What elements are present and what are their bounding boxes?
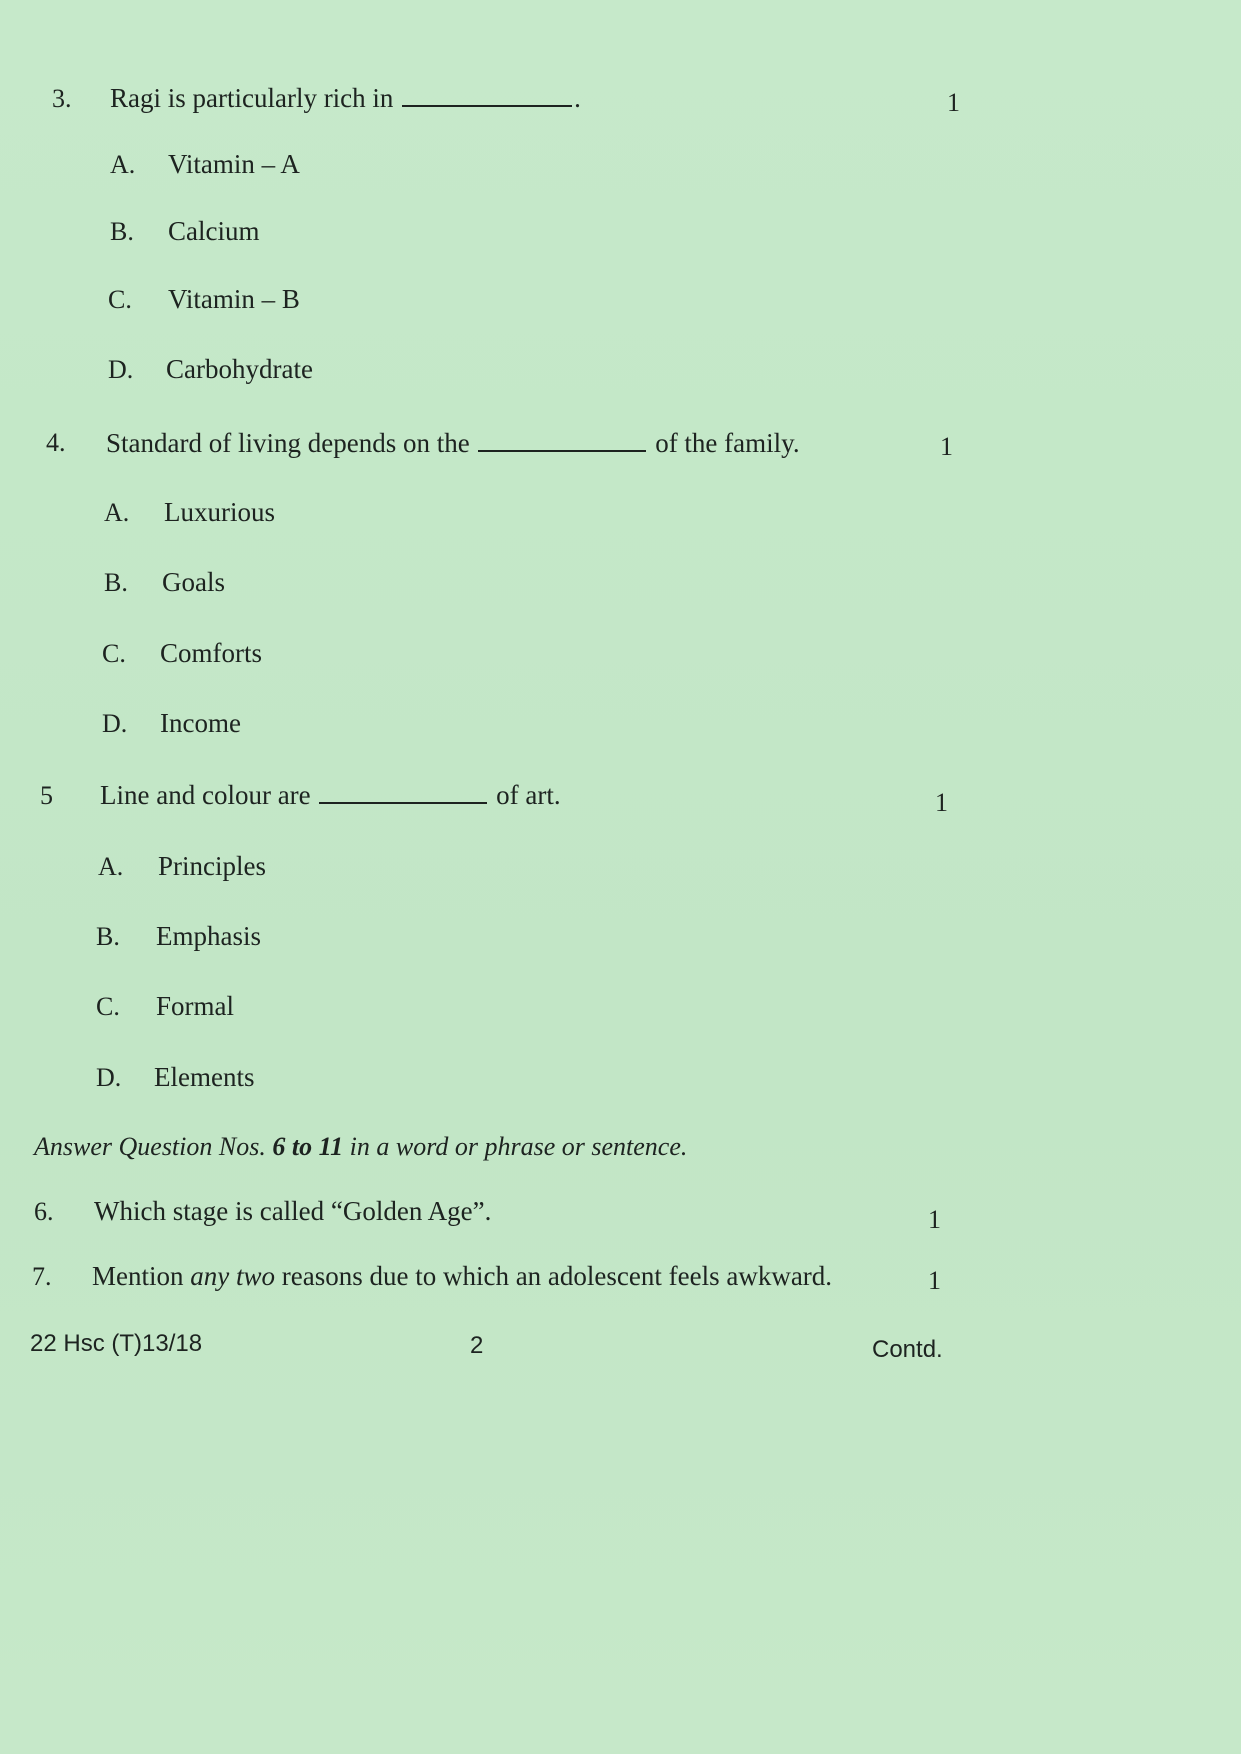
question-prefix: Ragi is particularly rich in	[110, 83, 394, 113]
option-letter: B.	[104, 568, 128, 597]
question-suffix: of art.	[496, 780, 561, 810]
page-number: 2	[470, 1332, 484, 1359]
question-text	[100, 780, 561, 811]
option-letter: A.	[104, 498, 130, 527]
question-text	[92, 1261, 832, 1292]
question-text	[106, 428, 800, 459]
option-text: Vitamin – A	[168, 149, 300, 179]
question-text-after: reasons due to which an adolescent feels awkward.	[281, 1261, 833, 1291]
question-number: 3.	[52, 84, 72, 113]
question-text: Which stage is called “Golden Age”.	[94, 1196, 492, 1226]
option-letter: C.	[96, 992, 120, 1021]
option-letter: A.	[98, 852, 124, 881]
option-text: Goals	[162, 567, 225, 597]
question-emphasis: any two	[190, 1261, 275, 1291]
option-text: Emphasis	[156, 921, 261, 951]
option-text: Comforts	[160, 638, 263, 668]
answer-blank	[478, 448, 646, 452]
option-text: Formal	[156, 991, 234, 1021]
option-text: Luxurious	[164, 497, 275, 527]
question-marks: 1	[928, 1205, 941, 1234]
option-letter: C.	[108, 285, 132, 314]
question-text-before: Mention	[92, 1261, 184, 1291]
question-prefix: Standard of living depends on the	[106, 428, 470, 458]
option-letter: B.	[110, 217, 134, 246]
question-suffix: .	[574, 83, 581, 113]
question-marks: 1	[935, 788, 948, 817]
option-text: Vitamin – B	[168, 284, 300, 314]
option-letter: A.	[110, 150, 136, 179]
instruction-after: in a word or phrase or sentence.	[349, 1132, 688, 1161]
question-suffix: of the family.	[655, 428, 800, 458]
answer-blank	[319, 800, 487, 804]
option-text: Carbohydrate	[166, 354, 313, 384]
question-number: 5	[40, 781, 53, 810]
answer-blank	[402, 103, 572, 107]
option-letter: B.	[96, 922, 120, 951]
option-letter: C.	[102, 639, 126, 668]
question-number: 6.	[34, 1197, 54, 1226]
option-text: Principles	[158, 851, 266, 881]
question-text	[110, 83, 581, 114]
option-text: Calcium	[168, 216, 260, 246]
option-letter: D.	[102, 709, 128, 738]
question-marks: 1	[947, 88, 960, 117]
option-text: Income	[160, 708, 241, 738]
question-number: 4.	[46, 428, 66, 457]
instruction-before: Answer Question Nos.	[34, 1132, 266, 1161]
question-marks: 1	[940, 432, 953, 461]
instruction-range: 6 to 11	[272, 1132, 344, 1161]
option-letter: D.	[96, 1063, 122, 1092]
option-letter: D.	[108, 355, 134, 384]
question-prefix: Line and colour are	[100, 780, 311, 810]
question-marks: 1	[928, 1266, 941, 1295]
continued-label: Contd.	[872, 1336, 943, 1363]
question-number: 7.	[32, 1262, 52, 1291]
option-text: Elements	[154, 1062, 255, 1092]
section-instruction	[34, 1132, 687, 1162]
paper-code: 22 Hsc (T)13/18	[30, 1330, 203, 1357]
